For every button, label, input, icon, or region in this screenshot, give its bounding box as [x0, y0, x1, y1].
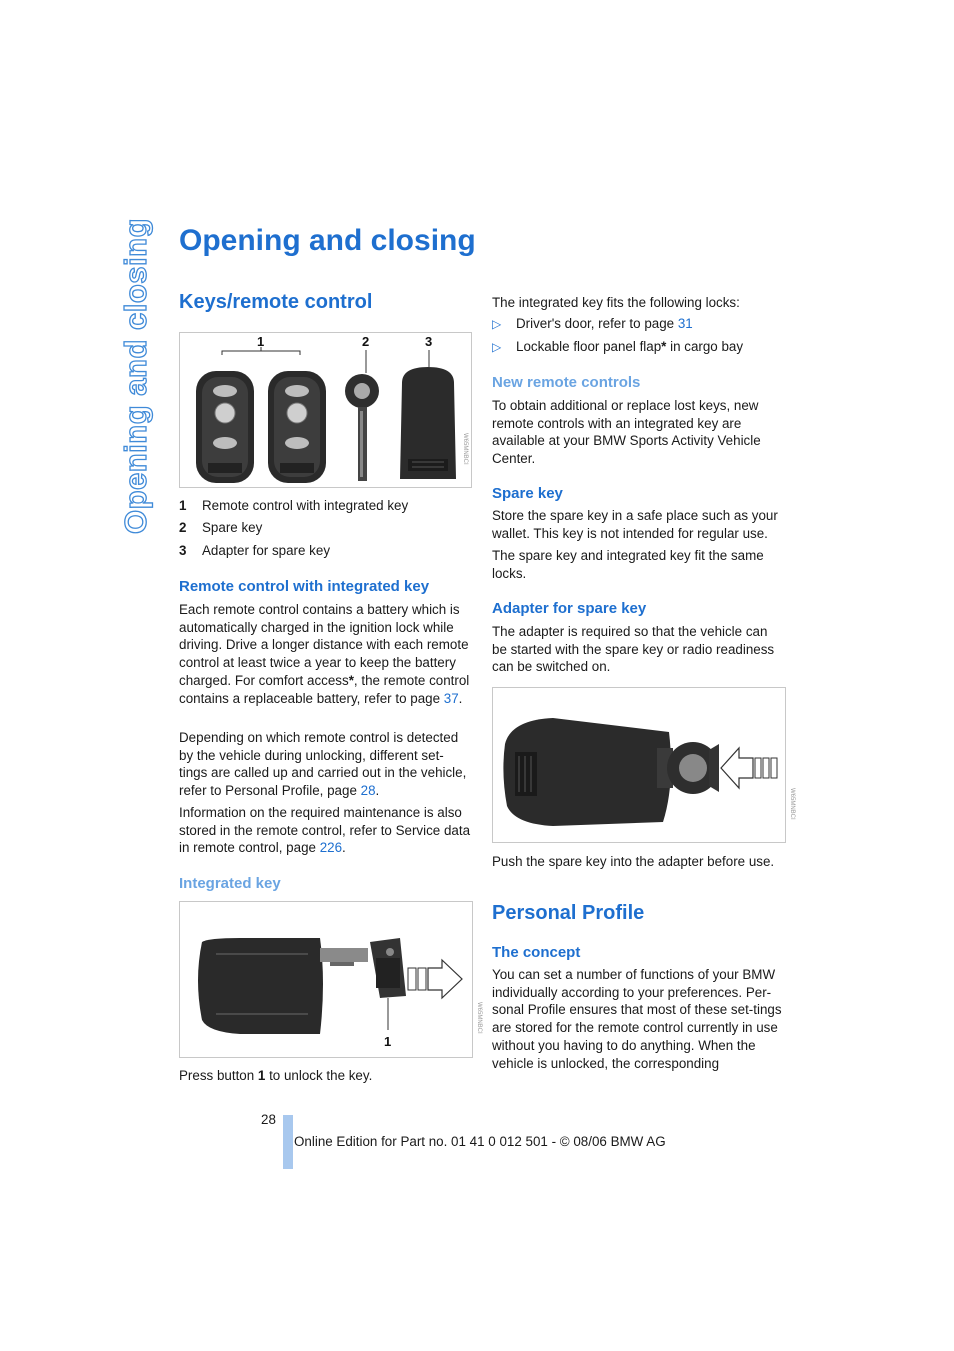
paragraph-adapter: The adapter is required so that the vehicle can be started with the spare key or radio readiness can be switched on. — [492, 624, 775, 675]
triangle-bullet-icon: ▷ — [492, 340, 502, 354]
keys-figure — [179, 332, 472, 488]
subheading-remote-integrated: Remote control with integrated key — [179, 578, 430, 595]
legend-item: 3 Adapter for spare key — [179, 543, 331, 558]
integrated-key-illustration — [180, 902, 472, 1057]
page-number: 28 — [261, 1112, 276, 1127]
remote-body — [198, 938, 368, 1034]
caption-press-button: Press button 1 to unlock the key. — [179, 1068, 373, 1083]
paragraph-battery: Each remote control contains a battery which is automatically charged in the ignition lock while driving. Drive a longer distance with each remote control at least twice a year to keep the battery charged. For comfort access*, the remote control contains a replaceable battery, refer to page 37. — [179, 602, 470, 706]
callout-1: 1 — [257, 334, 265, 349]
key-adapter — [400, 367, 456, 479]
page-link-31[interactable]: 31 — [677, 316, 693, 331]
footer-bar — [283, 1115, 293, 1169]
callout-2: 2 — [362, 334, 370, 349]
page-link-28[interactable]: 28 — [360, 783, 376, 799]
list-item: ▷ Lockable floor panel flap* in cargo bay — [492, 339, 744, 354]
side-tab — [118, 217, 154, 535]
paragraph-concept: You can set a number of functions of your BMW individually according to your preferences. Per-sonal Profile ensures that most of these set-tings are stored for the remote control currently in use without you having to do anything. When the vehicle is unlocked, the corresponding — [492, 967, 782, 1071]
legend-item: 2 Spare key — [179, 520, 263, 535]
legend-item: 1 Remote control with integrated key — [179, 498, 409, 513]
subheading-integrated-key: Integrated key — [179, 875, 281, 892]
paragraph-profile-detection: Depending on which remote control is detected by the vehicle during unlocking, different set-tings are called up and carried out in the vehicle, refer to Personal Profile, page 28. — [179, 730, 467, 799]
adapter-illustration — [493, 688, 785, 842]
adapter-figure — [492, 687, 795, 843]
caption-push-spare-key: Push the spare key into the adapter before use. — [492, 854, 775, 869]
section-heading-keys: Keys/remote control — [179, 291, 373, 313]
remote-key-front — [196, 371, 254, 483]
keys-illustration — [180, 333, 471, 487]
arrow-right-icon — [408, 960, 462, 998]
integrated-key-figure — [179, 901, 482, 1058]
paragraph-spare-key-1: Store the spare key in a safe place such as your wallet. This key is not intended for regular use. — [492, 508, 778, 541]
list-item: ▷ Driver's door, refer to page 31 — [492, 316, 693, 331]
footer-text: Online Edition for Part no. 01 41 0 012 501 - © 08/06 BMW AG — [294, 1134, 666, 1149]
arrow-left-icon — [721, 748, 777, 788]
adapter-body — [503, 718, 673, 826]
paragraph-new-remote: To obtain additional or replace lost keys, new remote controls with an integrated key are available at your BMW Sports Activity Vehicle Center. — [492, 398, 761, 467]
remote-key-front-2 — [268, 371, 326, 483]
section-heading-personal-profile: Personal Profile — [492, 902, 645, 924]
page-link-37[interactable]: 37 — [443, 690, 459, 706]
page-title: Opening and closing — [179, 224, 476, 257]
callout-1: 1 — [384, 1034, 392, 1049]
spare-key — [345, 374, 379, 481]
callout-3: 3 — [425, 334, 433, 349]
integrated-key-intro: The integrated key fits the following locks: — [492, 295, 740, 310]
subheading-concept: The concept — [492, 944, 581, 961]
paragraph-spare-key-2: The spare key and integrated key fit the same locks. — [492, 548, 764, 581]
figure-code: W65MNBCI — [462, 433, 468, 465]
subheading-spare-key: Spare key — [492, 485, 563, 502]
page-link-226[interactable]: 226 — [319, 840, 343, 856]
paragraph-maintenance: Information on the required maintenance is also stored in the remote control, refer to Service data in remote control, page 226. — [179, 805, 471, 856]
spare-key-head — [667, 742, 719, 794]
figure-code: W65MNBCI — [476, 1002, 482, 1034]
subheading-adapter: Adapter for spare key — [492, 600, 647, 617]
key-blade — [370, 938, 406, 998]
subheading-new-remote: New remote controls — [492, 374, 641, 391]
side-tab-label: Opening and closing — [118, 217, 154, 535]
triangle-bullet-icon: ▷ — [492, 317, 502, 331]
figure-code: W65MNBCI — [789, 788, 795, 820]
